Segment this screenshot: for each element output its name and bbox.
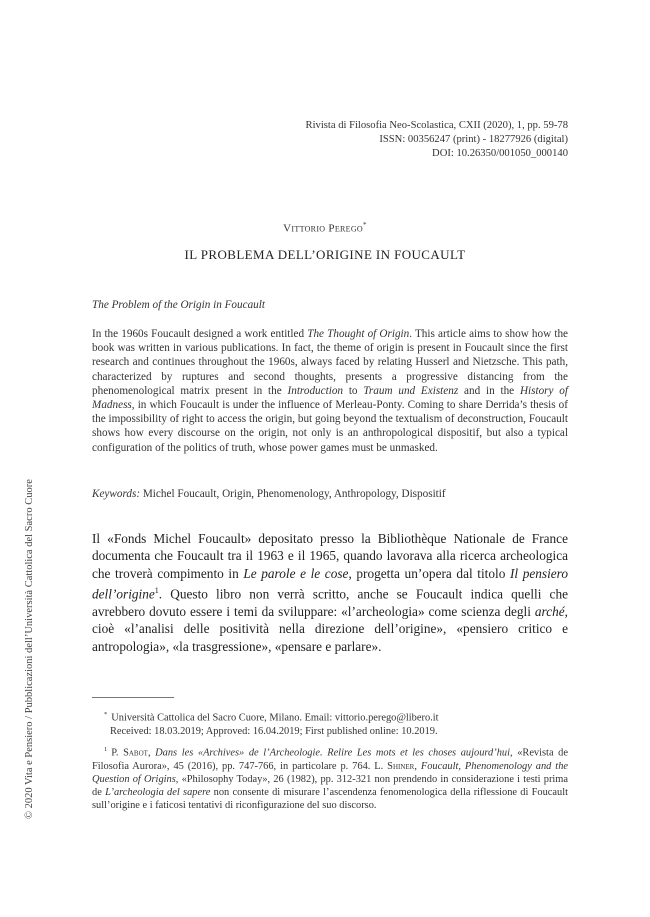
abstract-madness-title: History of Madness — [92, 384, 568, 412]
keywords — [92, 487, 568, 501]
abstract-text: In the 1960s Foucault designed a work entitled — [92, 328, 308, 340]
footnote-title: L’archeologia del sapere — [105, 787, 211, 799]
footnote-marker: * — [104, 711, 108, 718]
footnote-author-sabot: Sabot — [123, 747, 148, 759]
abstract-work-title: The Thought of Origin — [307, 328, 410, 340]
copyright-notice: © 2020 Vita e Pensiero / Pubblicazioni dell’Università Cattolica del Sacro Cuore — [24, 479, 35, 819]
body-term: arché — [534, 604, 565, 620]
journal-citation: Rivista di Filosofia Neo-Scolastica, CXII (2020), 1, pp. 59-78 — [305, 120, 568, 131]
footnote-author-shiner: Shiner — [387, 760, 415, 772]
footnote-title: Dans les «Archives» de l’Archeologie. Relire Les mots et les choses aujourd’hui — [155, 747, 510, 759]
body-text: , progetta un’opera dal titolo — [348, 565, 510, 581]
abstract-text: . This article aims to show how the book was written in various publications. In fact, the theme of origin is present in Foucault since the first research and continues throughout the 1960s, always faced by relating Husserl and Nietzsche. This path, characterized by ruptures and second thoughts, presents a progressive distancing from the phenomenological matrix present in the — [92, 328, 568, 397]
author-footnote-marker[interactable]: * — [363, 221, 367, 229]
abstract-text: , in which Foucault is under the influence of Merleau-Ponty. Coming to share Derrida’s thesis of the impossibility of right to access the origin, but going beyond the textualism of deconstruction, Foucault shows how every discourse on the origin, not only is an anthropological dispositif, but also a typical configuration of the politics of truth, whose power games must be unmasked. — [92, 399, 568, 454]
footnote-1 — [92, 743, 568, 812]
body-text: . Questo libro non verrà scritto, anche se Foucault indica quelli che avrebbero dovuto essere i temi da sviluppare: «l’archeologia» come scienza degli — [92, 586, 568, 620]
footnote-ref-1[interactable]: 1 — [154, 586, 159, 596]
abstract-text: and in the — [458, 384, 520, 397]
footnote-title: Foucault, Phenomenology and the Question of Origins — [92, 760, 568, 785]
body-work-title: Le parole e le cose — [243, 565, 349, 581]
keywords-list: Michel Foucault, Origin, Phenomenology, Anthropology, Dispositif — [140, 488, 446, 500]
footnote-text: , «Philosophy Today», 26 (1982), pp. 312-321 non prendendo in considerazione i testi prima de — [92, 773, 568, 799]
abstract-intro-title: Introduction — [287, 384, 344, 397]
footnote-text: P. — [111, 747, 124, 759]
body-paragraph — [92, 530, 568, 655]
keywords-label: Keywords: — [92, 488, 141, 500]
english-title: The Problem of the Origin in Foucault — [92, 299, 265, 311]
journal-issn: ISSN: 00356247 (print) - 18277926 (digital) — [379, 134, 568, 146]
footnote-dates: Received: 18.03.2019; Approved: 16.04.2019; First published online: 10.2019. — [110, 725, 438, 737]
body-text: , cioè «l’analisi delle positività nella direzione dell’origine», «pensiero critico e antropologia», «la trasgressione», «pensare e parlare». — [92, 604, 568, 654]
footnote-text: , — [414, 760, 421, 772]
abstract — [92, 327, 568, 455]
footnote-author — [92, 708, 568, 738]
journal-info — [306, 119, 568, 162]
footnote-text: , «Revista de Filosofia Aurora», 45 (2016), pp. 747-766, in particolare p. 764. L. — [92, 747, 568, 772]
journal-doi[interactable]: DOI: 10.26350/001050_000140 — [432, 148, 568, 160]
footnote-text: , — [147, 747, 156, 759]
article-title: IL PROBLEMA DELL’ORIGINE IN FOUCAULT — [184, 247, 466, 262]
body-work-title: Il pensiero dell’origine — [92, 565, 568, 602]
author-name — [0, 221, 650, 235]
footnote-divider — [92, 697, 174, 698]
abstract-traum-title: Traum und Existenz — [363, 384, 459, 397]
author-name-text: Vittorio Perego — [283, 222, 363, 235]
body-text: Il «Fonds Michel Foucault» depositato presso la Bibliothèque Nationale de France documenta che Foucault tra il 1963 e il 1965, quando lavorava alla ricerca archeologica che troverà compimento in — [92, 531, 568, 581]
footnote-text: non consente di misurare l’ascendenza fenomenologica della riflessione di Foucault sull’origine e i faticosi tentativi di riconfigurazione del suo discorso. — [92, 787, 568, 812]
footnote-marker: 1 — [104, 746, 108, 753]
footnote-affiliation: Università Cattolica del Sacro Cuore, Milano. Email: vittorio.perego@libero.it — [111, 712, 439, 724]
abstract-text: to — [343, 384, 364, 397]
